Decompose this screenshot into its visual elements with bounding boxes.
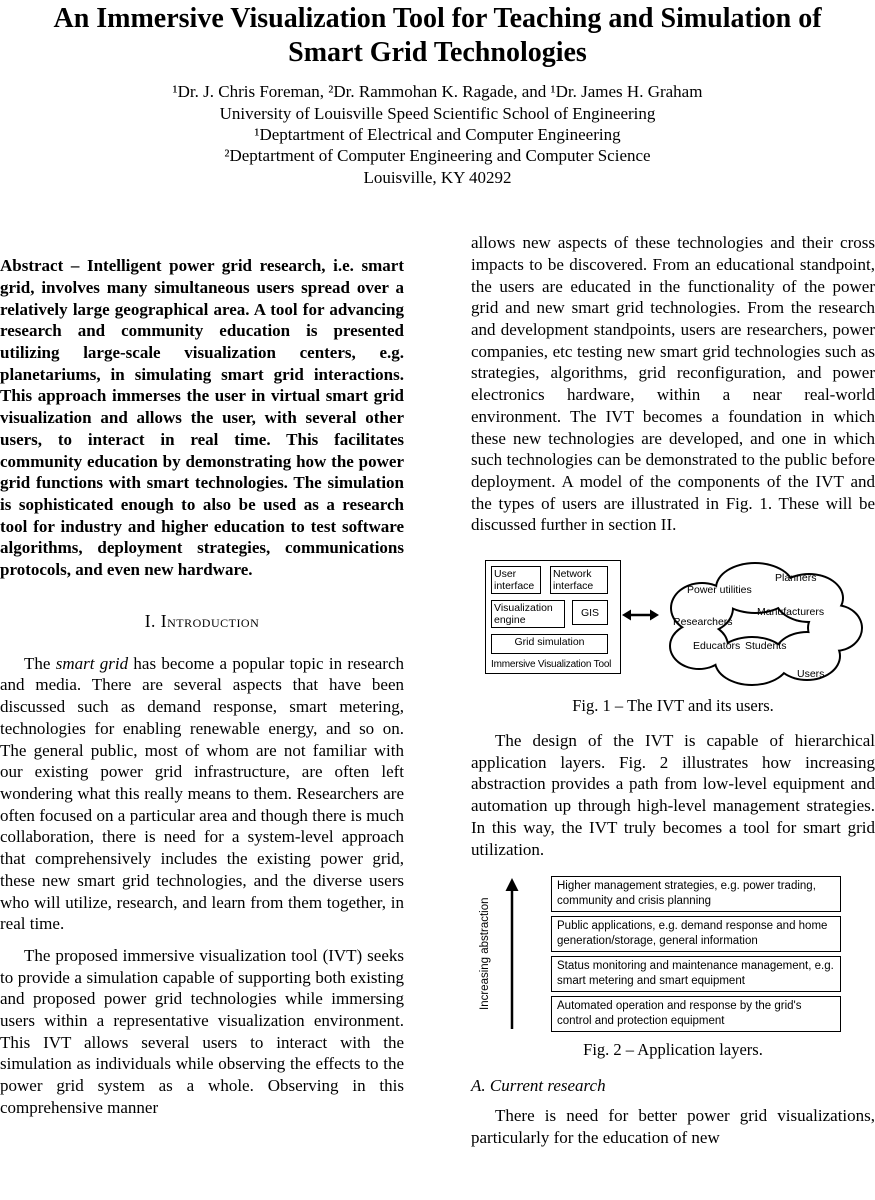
figure-2-caption: Fig. 2 – Application layers.: [583, 1040, 763, 1060]
figure-1-caption: Fig. 1 – The IVT and its users.: [572, 696, 774, 716]
intro-paragraph-3: The design of the IVT is capable of hierarchical application layers. Fig. 2 illustrates how increasing abstraction provides a path from low-level equipment and automation up through high-level management strategies. In this way, the IVT truly becomes a tool for smart grid utilization.: [471, 731, 875, 859]
paper-header: [0, 2, 875, 188]
fig1-gis-box: GIS: [572, 600, 608, 625]
fig2-axis-label: Increasing abstraction: [479, 898, 491, 1011]
section-heading-introduction: I. Introduction: [144, 610, 260, 631]
double-arrow-icon: [622, 606, 659, 624]
figure-1: [471, 554, 875, 694]
abstract-paragraph: Abstract – Intelligent power grid research, i.e. smart grid, involves many simultaneous users spread over a relatively large geographical area. A tool for advancing research and community education is presented utilizing large-scale visualization centers, e.g. planetariums, in simulating smart grid interactions. This approach immerses the user in virtual smart grid visualization and allows the user, with several other users, to interact in real time. This facilitates community education by demonstrating how the power grid functions with smart technologies. The simulation is sophisticated enough to also be used as a research tool for industry and higher education to test software algorithms, deployment strategies, communications protocols, and even new hardware.: [0, 256, 404, 580]
affiliation-dept-ece: ¹Deptartment of Electrical and Computer Engineering: [254, 125, 621, 144]
fig2-layer-management: Higher management strategies, e.g. power trading, community and crisis planning: [551, 876, 841, 912]
cloud-label-educators: Educators: [693, 640, 741, 653]
cloud-label-users: Users: [797, 668, 825, 681]
right-column: [471, 232, 875, 1148]
fig2-layer-stack: [551, 876, 841, 1036]
cloud-label-researchers: Researchers: [673, 616, 733, 629]
fig2-layer-monitoring: Status monitoring and maintenance management, e.g. smart metering and smart equipment: [551, 956, 841, 992]
cloud-label-students: Students: [745, 640, 787, 653]
affiliation-dept-cecs: ²Deptartment of Computer Engineering and Computer Science: [224, 146, 651, 166]
authors-line: ¹Dr. J. Chris Foreman, ²Dr. Rammohan K. Ragade, and ¹Dr. James H. Graham: [172, 82, 703, 102]
intro-paragraph-2: The proposed immersive visualization tool (IVT) seeks to provide a simulation capable of supporting both existing and proposed power grid technologies while immersing users within a representative visualization environment. This IVT allows several users to interact with the simulation as individuals while observing the effects to the power grid system as a whole. Observing in this comprehensive manner: [0, 945, 404, 1117]
cloud-label-manufacturers: Manufacturers: [757, 606, 825, 619]
fig1-user-interface-box: User interface: [491, 566, 541, 594]
intro-paragraph-1: [0, 653, 404, 935]
fig1-visualization-engine-box: Visualization engine: [491, 600, 565, 628]
fig1-users-cloud: [657, 556, 865, 692]
cloud-label-planners: Planners: [775, 572, 817, 585]
fig1-ivt-box: [485, 560, 621, 674]
fig2-layer-automated: Automated operation and response by the grid's control and protection equipment: [551, 996, 841, 1032]
affiliation-city: Louisville, KY 40292: [363, 167, 512, 187]
subsection-a-heading: A. Current research: [471, 1076, 606, 1096]
fig1-network-interface-box: Network interface: [550, 566, 608, 594]
page-title: An Immersive Visualization Tool for Teaching and Simulation of Smart Grid Technologies: [53, 3, 822, 68]
left-column: [0, 232, 404, 1148]
intro-p1-smart-grid-term: smart grid: [55, 653, 129, 673]
up-arrow-icon: [505, 878, 519, 1030]
intro-p1-post: has become a popular topic in research and media. There are several aspects that have been discussed such as demand response, smart metering, technologies for enabling renewable energy, and so on. The general public, most of whom are not familiar with our existing power grid infrastructure, are often left wondering what this really means to them. Researchers are often focused on a particular area and though there is much collaboration, there is need for a system-level approach that comprehensively includes the existing power grid, these new smart grid technologies, and the diverse users who will utilize, research, and learn from them together, in real time.: [0, 653, 404, 934]
intro-paragraph-2-continuation: allows new aspects of these technologies and their cross impacts to be discovered. From an educational standpoint, the users are educated in the functionality of the power grid and new smart grid technologies. From the research and development standpoints, users are researchers, power companies, etc testing new smart grid technologies such as strategies, algorithms, grid reconfiguration, and power electronics hardware, within a near real-world environment. The IVT becomes a foundation in which these new technologies are developed, and one in which such technologies can be demonstrated to the public before deployment. A model of the components of the IVT and the types of users are illustrated in Fig. 1. These will be discussed further in section II.: [471, 233, 875, 535]
fig1-ivt-tool-label: Immersive Visualization Tool: [491, 658, 612, 670]
two-column-body: [0, 232, 875, 1148]
fig1-grid-simulation-box: Grid simulation: [491, 634, 608, 654]
figure-2: [471, 876, 875, 1036]
affiliation-university: University of Louisville Speed Scientific School of Engineering: [219, 103, 656, 123]
fig2-layer-public: Public applications, e.g. demand response and home generation/storage, general information: [551, 916, 841, 952]
section-a-paragraph-1: There is need for better power grid visualizations, particularly for the education of new: [471, 1106, 875, 1147]
cloud-label-power-utilities: Power utilities: [687, 584, 752, 597]
intro-p1-pre: The: [24, 653, 56, 673]
